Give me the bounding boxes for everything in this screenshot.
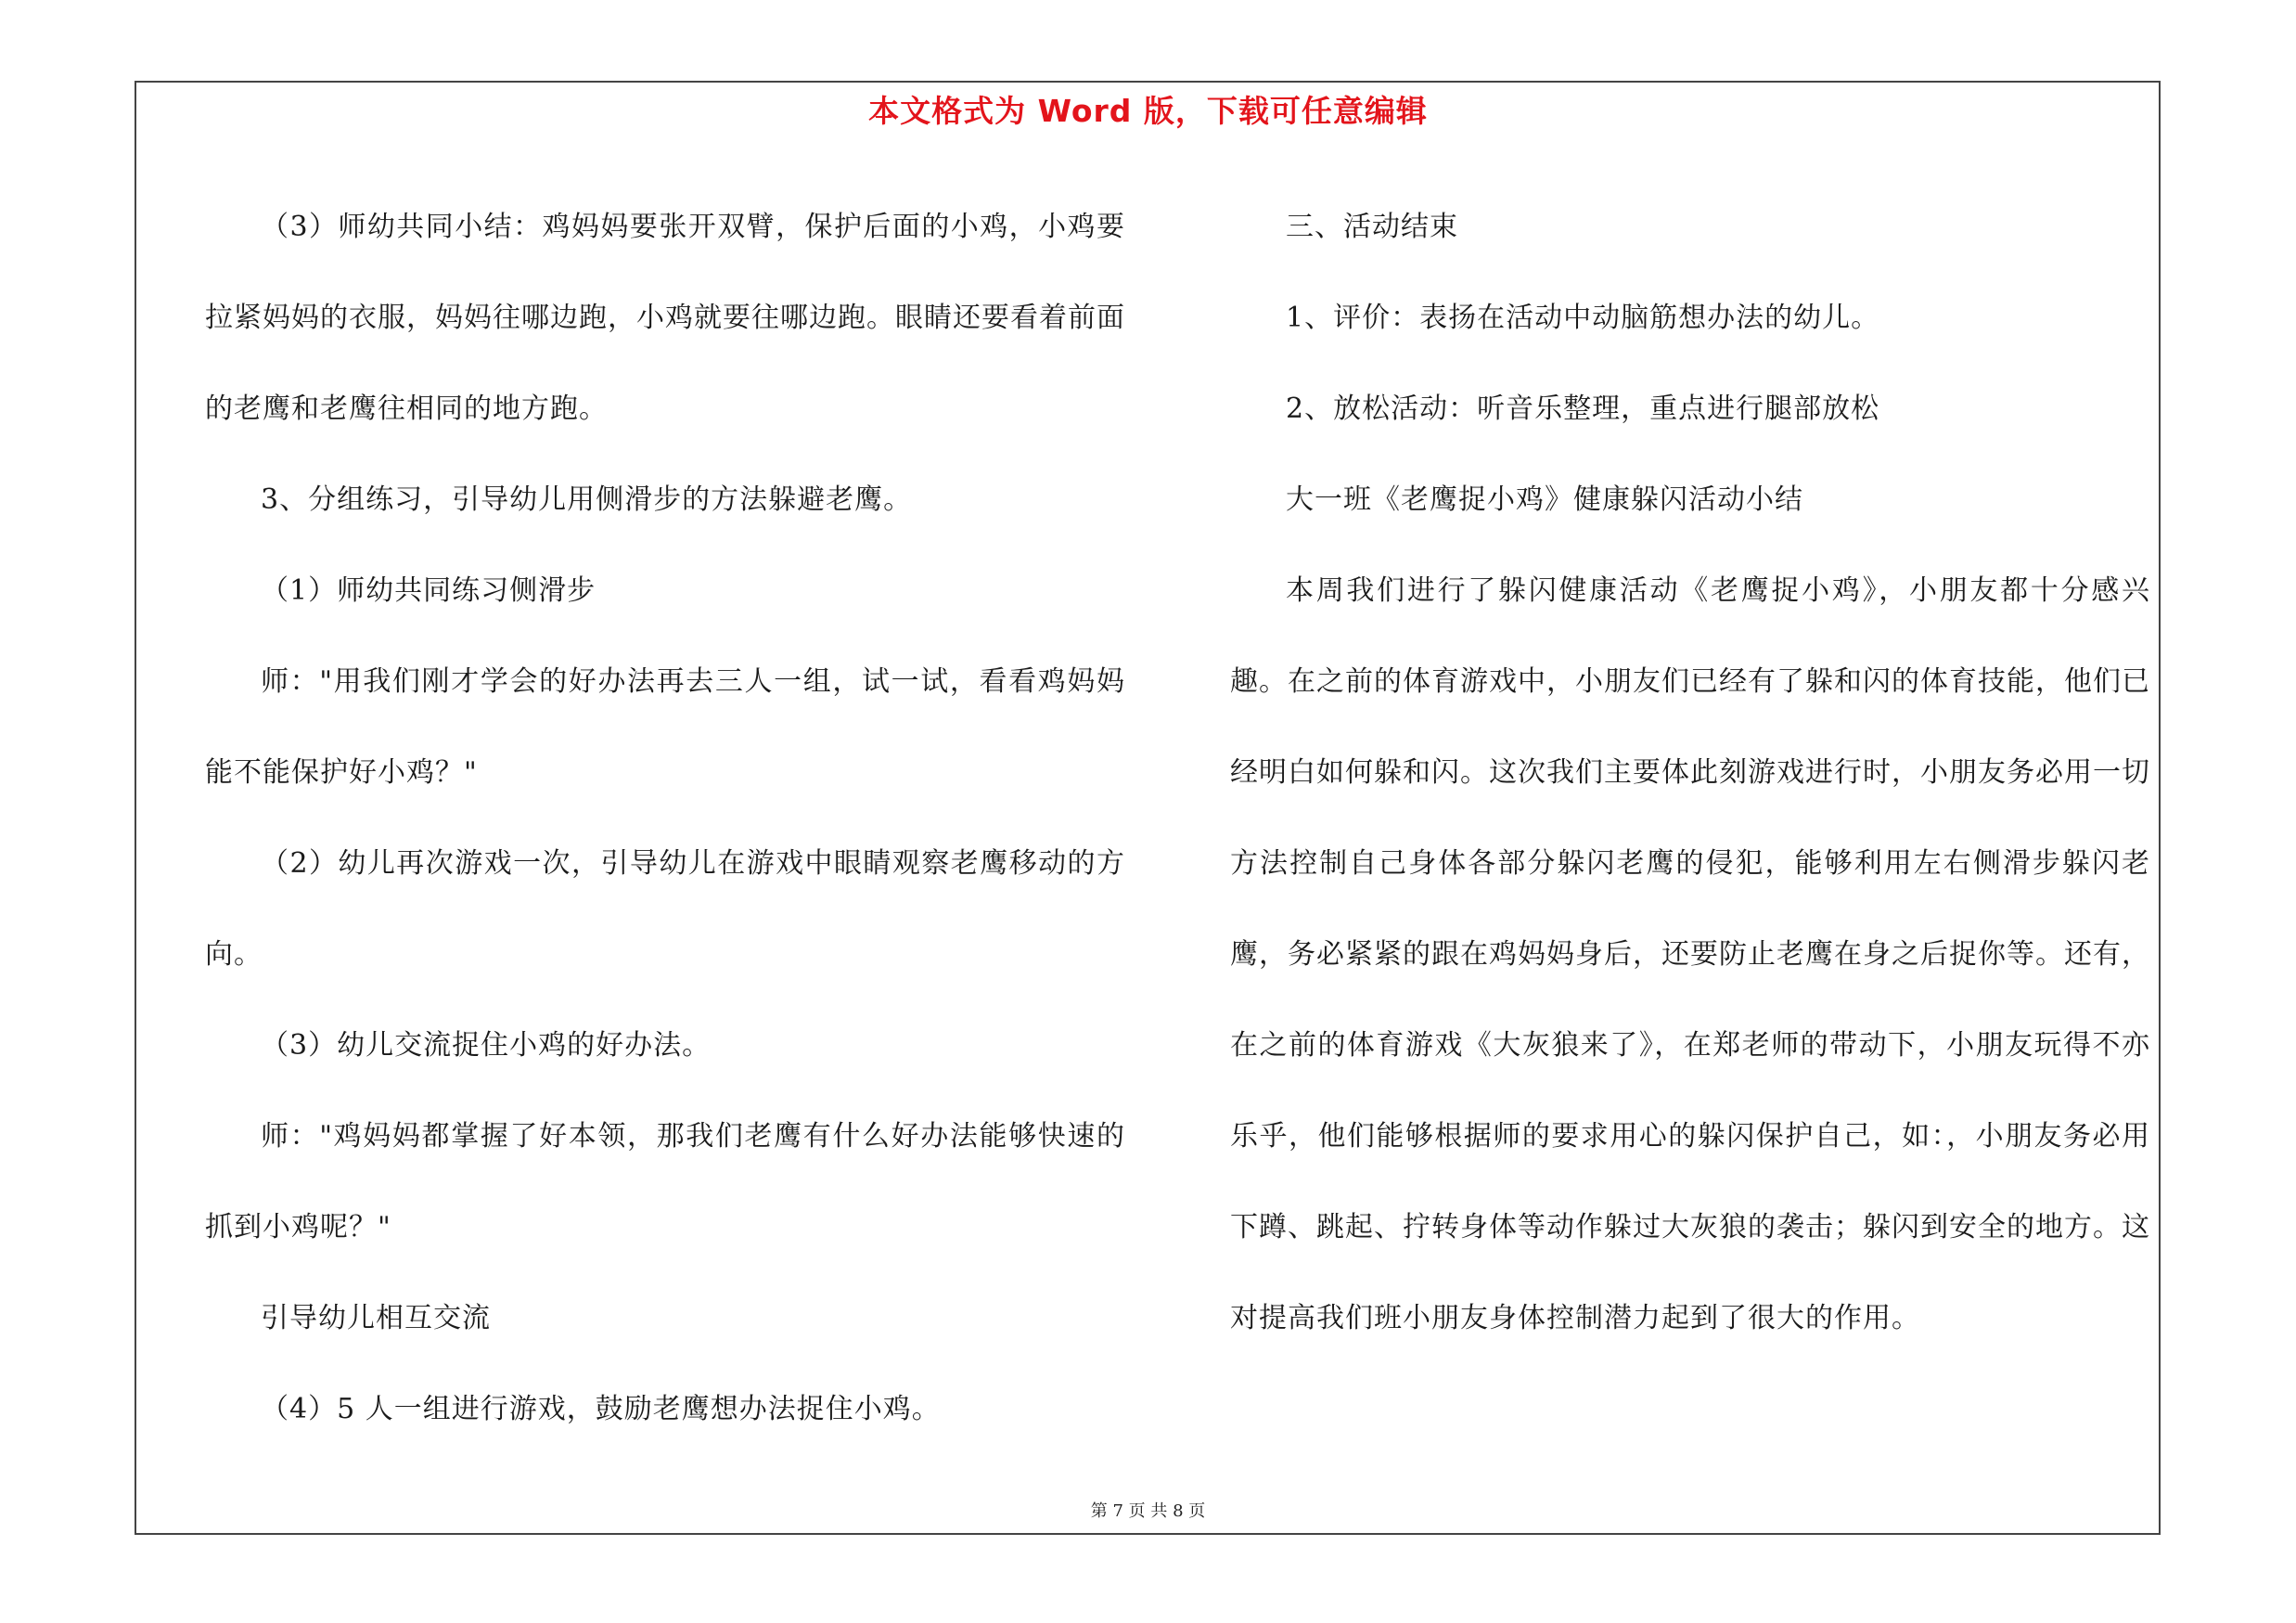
paragraph: 师："用我们刚才学会的好办法再去三人一组，试一试，看看鸡妈妈能不能保护好小鸡？" bbox=[205, 665, 1125, 789]
page-number: 第 7 页 共 8 页 bbox=[1090, 1501, 1206, 1521]
paragraph: 本周我们进行了躲闪健康活动《老鹰捉小鸡》，小朋友都十分感兴趣。在之前的体育游戏中，小朋友们已经有了躲和闪的体育技能，他们已经明白如何躲和闪。这次我们主要体此刻游戏进行时，小朋友务必用一切方法控制自己身体各部分躲闪老鹰的侵犯，能够利用左右侧滑步躲闪老鹰，务必紧紧的跟在鸡妈妈身后，还要防止老鹰在身之后捉你等。还有，在之前的体育游戏《大灰狼来了》，在郑老师的带动下，小朋友玩得不亦乐乎，他们能够根据师的要求用心的躲闪保护自己，如：，小朋友务必用下蹲、跳起、拧转身体等动作躲过大灰狼的袭击；躲闪到安全的地方。这对提高我们班小朋友身体控制潜力起到了很大的作用。 bbox=[1230, 574, 2150, 1334]
paragraph: （2）幼儿再次游戏一次，引导幼儿在游戏中眼睛观察老鹰移动的方向。 bbox=[205, 847, 1125, 971]
paragraph: 3、分组练习，引导幼儿用侧滑步的方法躲避老鹰。 bbox=[261, 483, 913, 516]
paragraph: 师："鸡妈妈都掌握了好本领，那我们老鹰有什么好办法能够快速的抓到小鸡呢？" bbox=[205, 1120, 1125, 1243]
right-column bbox=[1230, 182, 2150, 1364]
paragraph: 1、评价：表扬在活动中动脑筋想办法的幼儿。 bbox=[1286, 302, 1880, 334]
header-banner: 本文格式为 Word 版，下载可任意编辑 bbox=[868, 93, 1428, 129]
paragraph: 引导幼儿相互交流 bbox=[261, 1302, 491, 1334]
paragraph: （4）5 人一组进行游戏，鼓励老鹰想办法捉住小鸡。 bbox=[261, 1393, 941, 1425]
paragraph: 2、放松活动：听音乐整理，重点进行腿部放松 bbox=[1286, 393, 1880, 425]
left-column bbox=[205, 182, 1125, 1455]
section-heading: 三、活动结束 bbox=[1286, 211, 1458, 243]
paragraph: （1）师幼共同练习侧滑步 bbox=[261, 574, 596, 607]
summary-title: 大一班《老鹰捉小鸡》健康躲闪活动小结 bbox=[1286, 483, 1803, 516]
paragraph: （3）幼儿交流捉住小鸡的好办法。 bbox=[261, 1029, 712, 1062]
paragraph: （3）师幼共同小结：鸡妈妈要张开双臂，保护后面的小鸡，小鸡要拉紧妈妈的衣服，妈妈往哪边跑，小鸡就要往哪边跑。眼睛还要看着前面的老鹰和老鹰往相同的地方跑。 bbox=[205, 211, 1125, 425]
